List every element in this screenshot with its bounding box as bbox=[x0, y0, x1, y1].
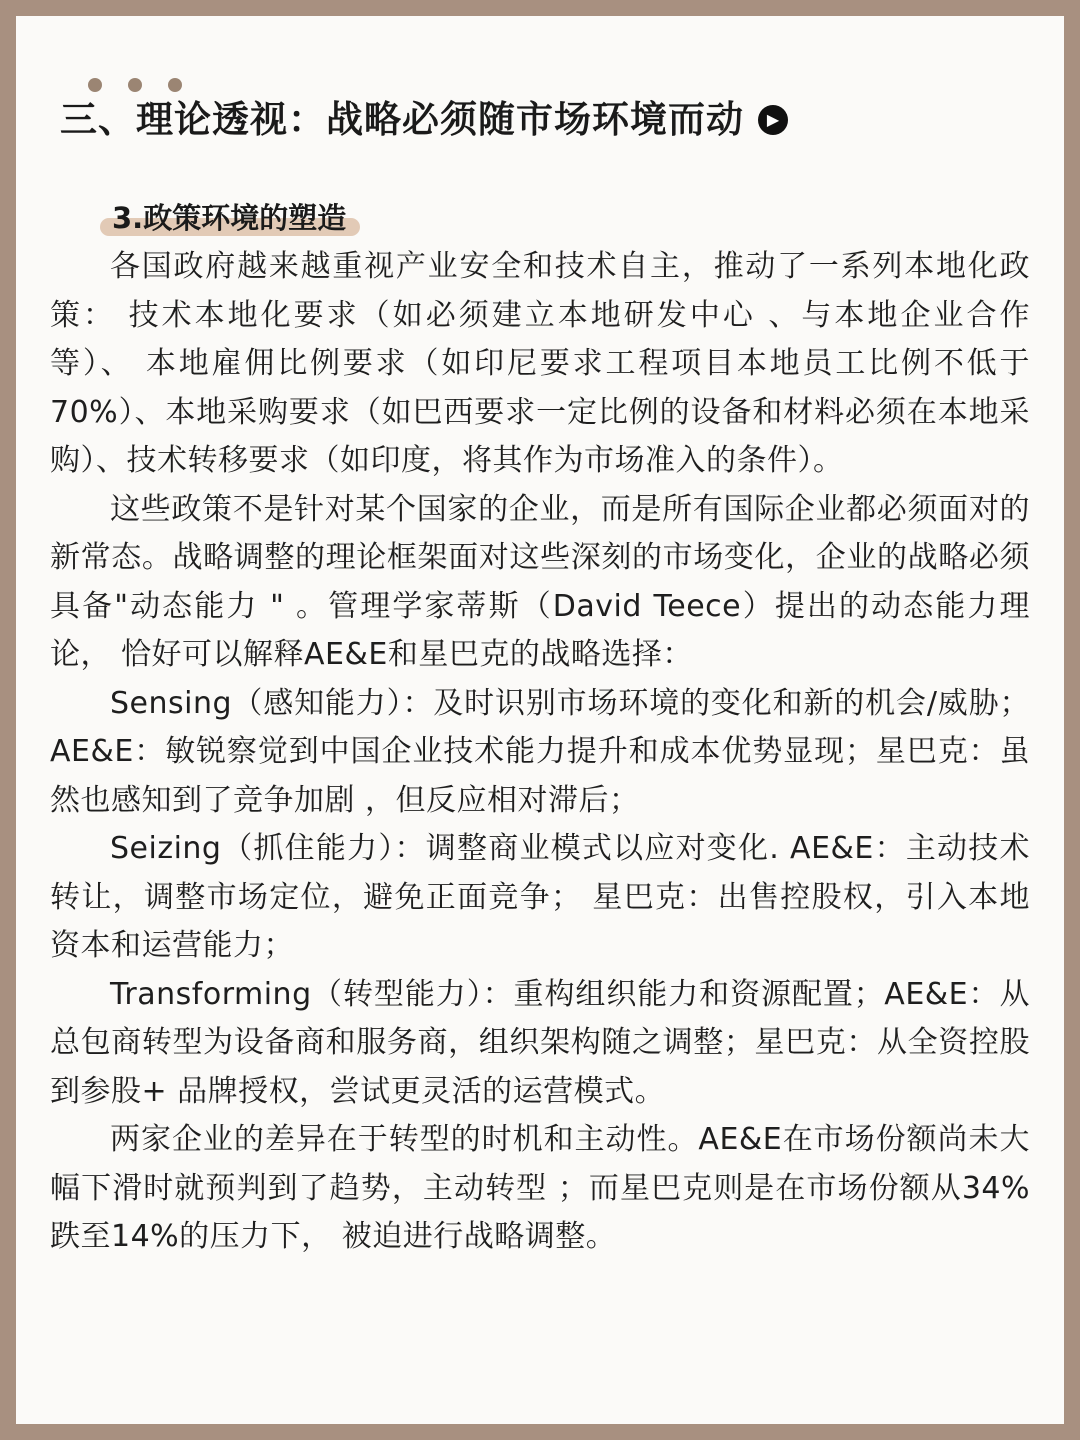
paragraph: Sensing（感知能力）：及时识别市场环境的变化和新的机会/威胁； AE&E：敏锐察觉到中国企业技术能力提升和成本优势显现；星巴克：虽然也感知到了竞争加剧 ，但反应相对滞后； bbox=[50, 685, 1030, 818]
paragraph: Seizing（抓住能力）：调整商业模式以应对变化. AE&E：主动技术转让，调整市场定位，避免正面竞争； 星巴克：出售控股权，引入本地资本和运营能力； bbox=[50, 831, 1030, 963]
paragraph: Transforming（转型能力）：重构组织能力和资源配置；AE&E：从总包商转型为设备商和服务商，组织架构随之调整；星巴克：从全资控股到参股+ 品牌授权，尝试更灵活的运营模式。 bbox=[50, 976, 1030, 1109]
dot-icon bbox=[128, 78, 142, 92]
article-body bbox=[50, 243, 1030, 1262]
section-heading bbox=[100, 196, 346, 240]
page-title-row bbox=[58, 92, 788, 148]
dot-icon bbox=[88, 78, 102, 92]
paragraph: 各国政府越来越重视产业安全和技术自主，推动了一系列本地化政策： 技术本地化要求（如必须建立本地研发中心 、与本地企业合作等）、 本地雇佣比例要求（如印尼要求工程项目本地员工比例不低于70%）、本地采购要求（如巴西要求一定比例的设备和材料必须在本地采购）、技术转移要求（如印度，将其作为市场准入的条件）。 bbox=[50, 249, 1030, 478]
dot-icon bbox=[168, 78, 182, 92]
section-heading-text: 3.政策环境的塑造 bbox=[112, 201, 347, 235]
window-dots bbox=[88, 78, 182, 92]
paragraph: 这些政策不是针对某个国家的企业，而是所有国际企业都必须面对的新常态。战略调整的理论框架面对这些深刻的市场变化，企业的战略必须具备"动态能力 " 。管理学家蒂斯（David Teece）提出的动态能力理论， 恰好可以解释AE&E和星巴克的战略选择： bbox=[50, 491, 1030, 672]
paragraph: 两家企业的差异在于转型的时机和主动性。AE&E在市场份额尚未大幅下滑时就预判到了趋势，主动转型 ；而星巴克则是在市场份额从34%跌至14%的压力下， 被迫进行战略调整。 bbox=[50, 1122, 1030, 1254]
page-title: 三、理论透视：战略必须随市场环境而动 bbox=[58, 92, 746, 148]
play-circle-icon: ▶ bbox=[758, 105, 788, 135]
